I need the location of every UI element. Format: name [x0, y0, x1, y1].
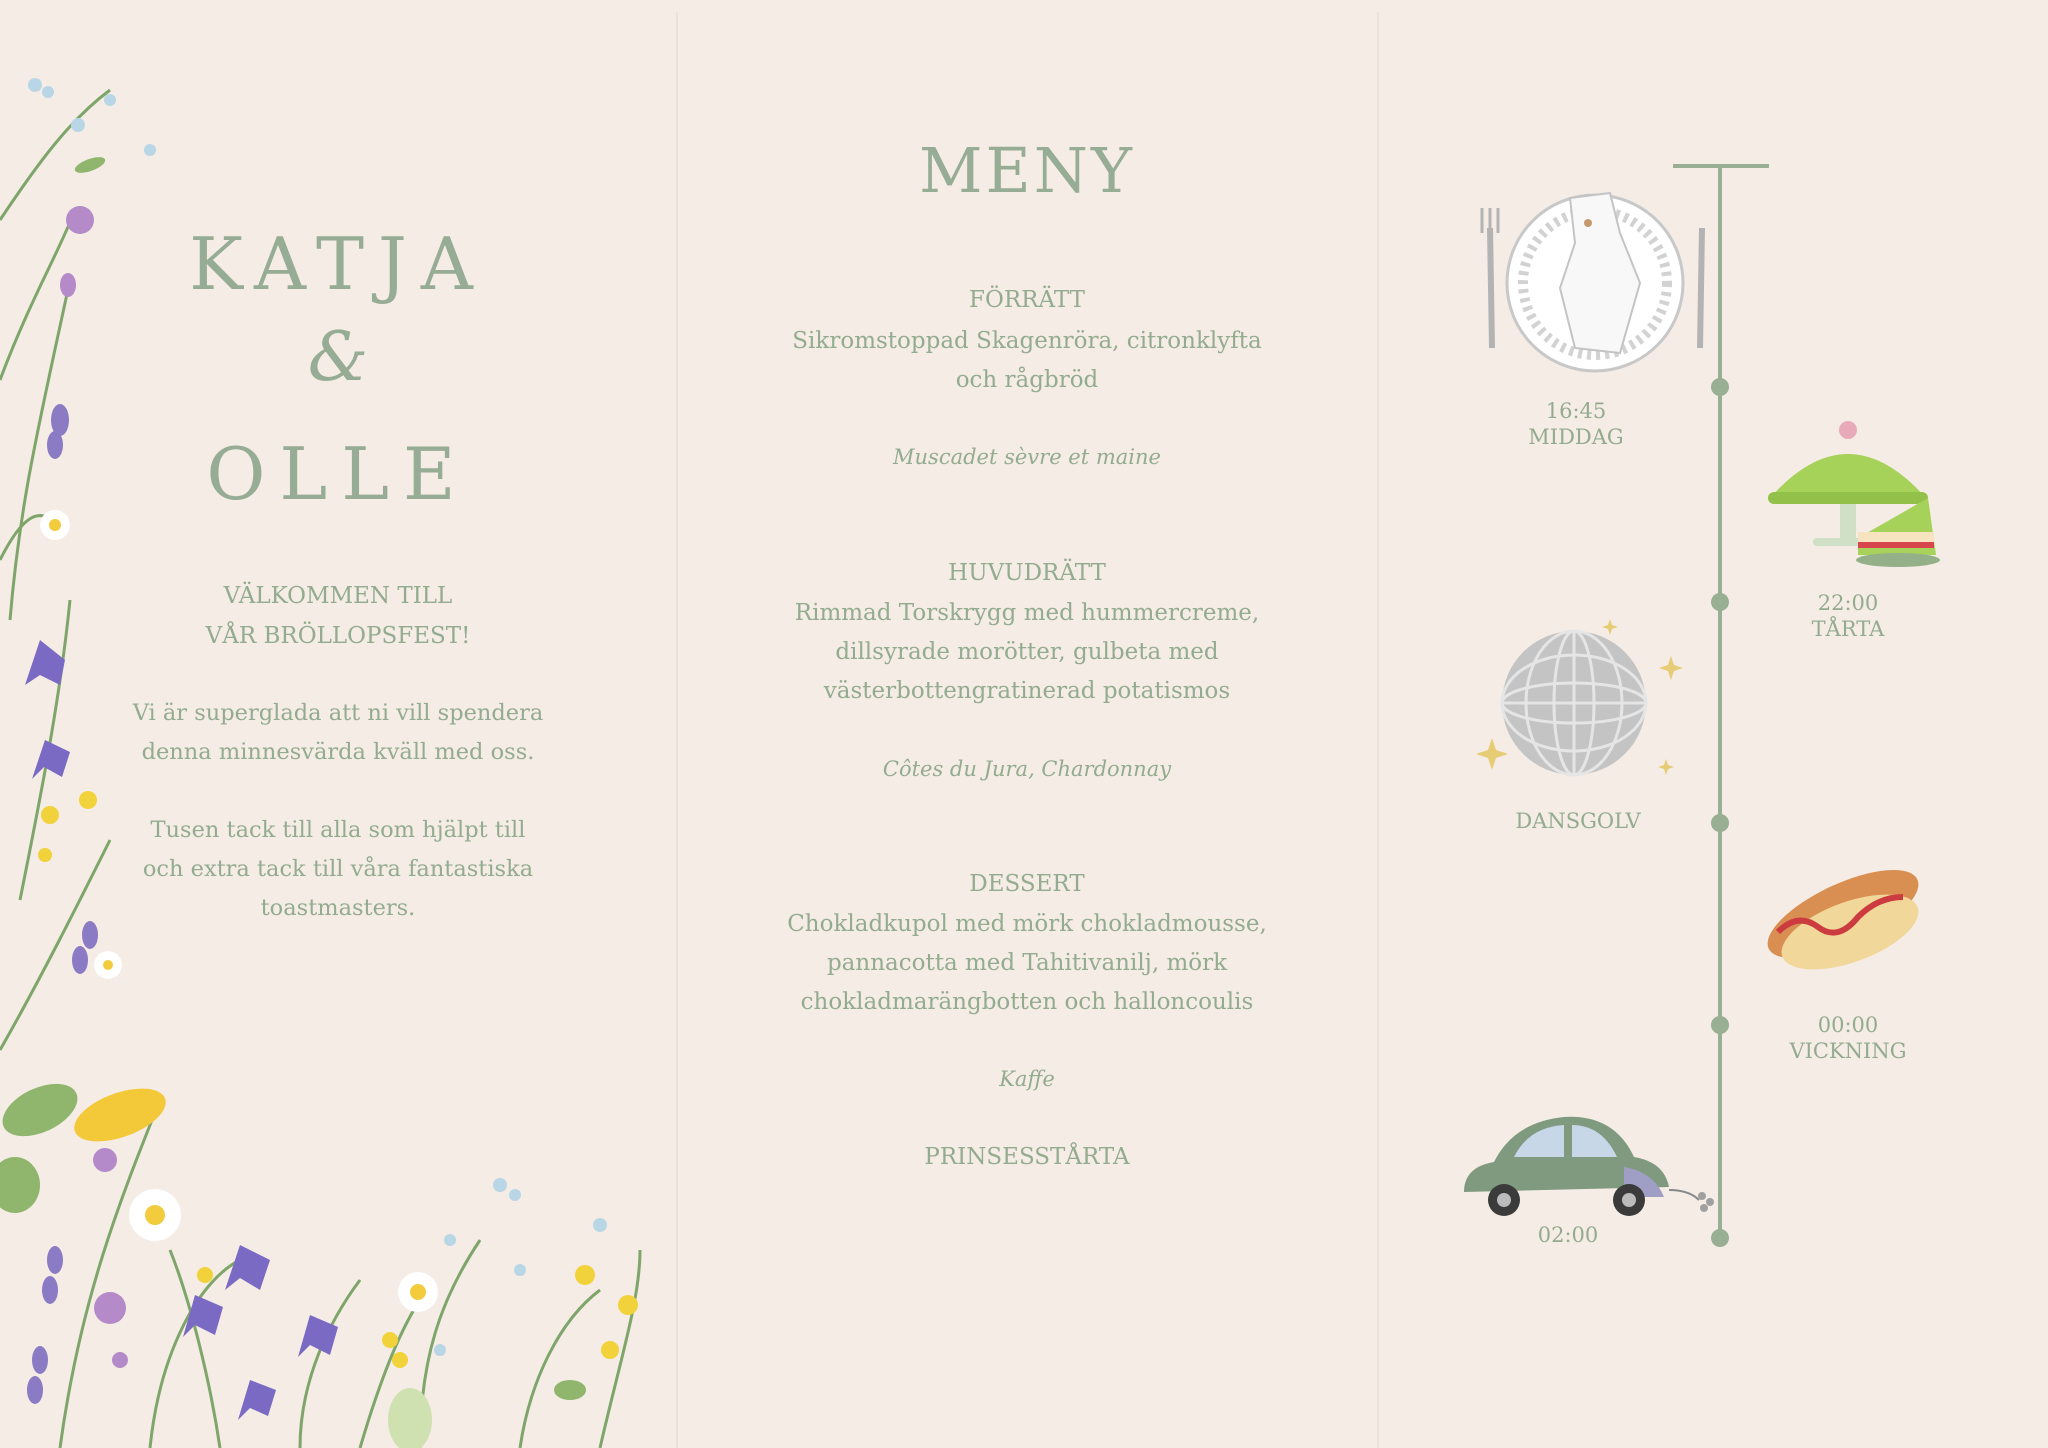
dessert-line-1: Chokladkupol med mörk chokladmousse, — [787, 911, 1267, 937]
dessert-description — [677, 905, 1377, 1022]
snack-label — [1738, 1012, 1958, 1064]
snack-time: 00:00 — [1817, 1013, 1879, 1037]
starter-heading: FÖRRÄTT — [969, 287, 1085, 313]
main-line-3: västerbottengratinerad potatismos — [823, 678, 1231, 704]
menu-title: MENY — [919, 134, 1135, 207]
timeline-panel — [1378, 0, 2048, 1448]
main-wine: Côtes du Jura, Chardonnay — [882, 757, 1172, 781]
para2-line-1: Tusen tack till alla som hjälpt till — [150, 817, 526, 843]
main-line-1: Rimmad Torskrygg med hummercreme, — [794, 600, 1260, 626]
welcome-line-2: VÅR BRÖLLOPSFEST! — [205, 623, 471, 649]
starter-description — [677, 322, 1377, 400]
left-panel — [0, 0, 676, 1448]
para1-line-1: Vi är superglada att ni vill spendera — [132, 700, 544, 726]
ampersand: & — [307, 318, 369, 397]
dessert-line-2: pannacotta med Tahitivanilj, mörk — [826, 950, 1228, 976]
bride-name: KATJA — [189, 222, 487, 306]
snack-text: VICKNING — [1789, 1039, 1907, 1063]
thanks-paragraph — [0, 811, 676, 928]
menu-panel — [677, 0, 1377, 1448]
para2-line-2: och extra tack till våra fantastiska — [142, 856, 534, 882]
cake-name: PRINSESSTÅRTA — [924, 1144, 1130, 1170]
dessert-line-3: chokladmarängbotten och halloncoulis — [800, 989, 1254, 1015]
disco-ball-icon — [1468, 615, 1688, 795]
starter-wine: Muscadet sèvre et maine — [893, 445, 1161, 469]
welcome-line-1: VÄLKOMMEN TILL — [223, 583, 453, 609]
dinner-plate-icon — [1470, 178, 1720, 398]
main-heading: HUVUDRÄTT — [948, 560, 1106, 586]
dinner-label — [1466, 398, 1686, 450]
cake-text: TÅRTA — [1811, 617, 1885, 641]
hot-dog-icon — [1758, 852, 1938, 982]
dessert-heading: DESSERT — [969, 871, 1085, 897]
main-line-2: dillsyrade morötter, gulbeta med — [835, 639, 1219, 665]
welcome-heading — [0, 576, 676, 656]
dance-label: DANSGOLV — [1515, 809, 1641, 833]
getaway-car-icon — [1454, 1112, 1754, 1222]
cake-time: 22:00 — [1817, 591, 1879, 615]
dinner-text: MIDDAG — [1528, 425, 1624, 449]
main-description — [677, 594, 1377, 711]
para1-line-2: denna minnesvärda kväll med oss. — [141, 739, 535, 765]
groom-name: OLLE — [206, 432, 470, 516]
para2-line-3: toastmasters. — [260, 895, 416, 921]
starter-line-2: och rågbröd — [955, 367, 1099, 393]
welcome-paragraph — [0, 694, 676, 772]
end-time: 02:00 — [1537, 1223, 1599, 1247]
coffee: Kaffe — [999, 1067, 1055, 1091]
princess-cake-icon — [1758, 420, 1978, 590]
cake-label — [1738, 590, 1958, 642]
starter-line-1: Sikromstoppad Skagenröra, citronklyfta — [792, 328, 1262, 354]
dinner-time: 16:45 — [1545, 399, 1607, 423]
